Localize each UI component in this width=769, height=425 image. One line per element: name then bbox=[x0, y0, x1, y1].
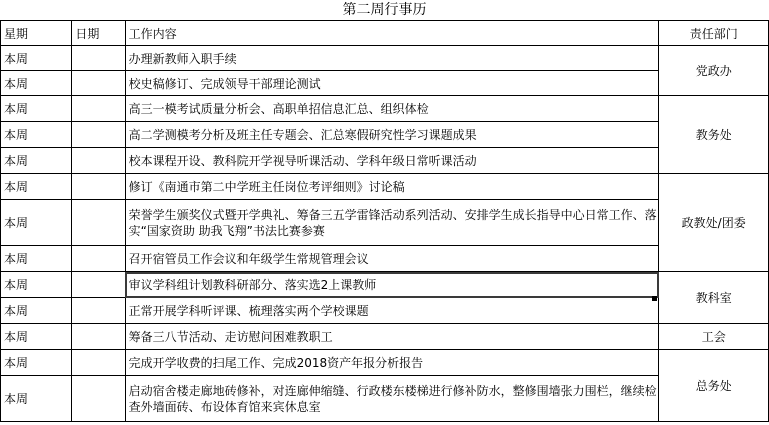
cell-content[interactable]: 荣誉学生颁奖仪式暨开学典礼、筹备三五学雷锋活动系列活动、安排学生成长指导中心日常工作、落实“国家资助 助我飞翔”书法比赛参赛 bbox=[125, 200, 659, 246]
cell-date[interactable] bbox=[72, 272, 125, 298]
selection-fill-handle[interactable] bbox=[652, 296, 657, 301]
cell-dept-party-office[interactable]: 党政办 bbox=[659, 46, 769, 96]
cell-weekday[interactable]: 本周 bbox=[1, 324, 72, 350]
page-title: 第二周行事历 bbox=[0, 0, 769, 21]
table-row bbox=[1, 71, 769, 96]
cell-weekday[interactable]: 本周 bbox=[1, 272, 72, 298]
cell-weekday[interactable]: 本周 bbox=[1, 376, 72, 422]
table-row bbox=[1, 96, 769, 122]
table-row bbox=[1, 46, 769, 71]
cell-date[interactable] bbox=[72, 246, 125, 272]
cell-date[interactable] bbox=[72, 324, 125, 350]
cell-date[interactable] bbox=[72, 46, 125, 71]
cell-content[interactable]: 完成开学收费的扫尾工作、完成2018资产年报分析报告 bbox=[125, 350, 659, 376]
cell-weekday[interactable]: 本周 bbox=[1, 246, 72, 272]
table-row bbox=[1, 376, 769, 422]
cell-dept-academic-affairs[interactable]: 教务处 bbox=[659, 96, 769, 174]
cell-date[interactable] bbox=[72, 174, 125, 200]
cell-content[interactable]: 修订《南通市第二中学班主任岗位考评细则》讨论稿 bbox=[125, 174, 659, 200]
cell-weekday[interactable]: 本周 bbox=[1, 350, 72, 376]
header-date[interactable]: 日期 bbox=[72, 21, 125, 46]
cell-content[interactable]: 高二学测模考分析及班主任专题会、汇总寒假研究性学习课题成果 bbox=[125, 122, 659, 148]
cell-content[interactable]: 高三一模考试质量分析会、高职单招信息汇总、组织体检 bbox=[125, 96, 659, 122]
cell-dept-general-affairs[interactable]: 总务处 bbox=[659, 350, 769, 422]
header-dept[interactable]: 责任部门 bbox=[659, 21, 769, 46]
table-row bbox=[1, 148, 769, 174]
cell-content[interactable]: 办理新教师入职手续 bbox=[125, 46, 659, 71]
cell-date[interactable] bbox=[72, 350, 125, 376]
cell-date[interactable] bbox=[72, 298, 125, 324]
table-row bbox=[1, 324, 769, 350]
cell-date[interactable] bbox=[72, 71, 125, 96]
cell-content[interactable]: 启动宿舍楼走廊地砖修补，对连廊伸缩缝、行政楼东楼梯进行修补防水，整修围墙张力围栏，继续检查外墙面砖、布设体育馆来宾休息室 bbox=[125, 376, 659, 422]
cell-dept-union[interactable]: 工会 bbox=[659, 324, 769, 350]
cell-weekday[interactable]: 本周 bbox=[1, 46, 72, 71]
cell-weekday[interactable]: 本周 bbox=[1, 71, 72, 96]
cell-weekday[interactable]: 本周 bbox=[1, 122, 72, 148]
table-row bbox=[1, 122, 769, 148]
table-row bbox=[1, 350, 769, 376]
table-row bbox=[1, 272, 769, 298]
cell-content[interactable]: 校史稿修订、完成领导干部理论测试 bbox=[125, 71, 659, 96]
cell-weekday[interactable]: 本周 bbox=[1, 174, 72, 200]
schedule-table bbox=[0, 20, 769, 422]
cell-content[interactable]: 召开宿管员工作会议和年级学生常规管理会议 bbox=[125, 246, 659, 272]
header-content[interactable]: 工作内容 bbox=[125, 21, 659, 46]
cell-weekday[interactable]: 本周 bbox=[1, 298, 72, 324]
table-row bbox=[1, 200, 769, 246]
cell-content[interactable]: 筹备三八节活动、走访慰问困难教职工 bbox=[125, 324, 659, 350]
cell-date[interactable] bbox=[72, 96, 125, 122]
cell-content[interactable]: 正常开展学科听评课、梳理落实两个学校课题 bbox=[125, 298, 659, 324]
cell-weekday[interactable]: 本周 bbox=[1, 96, 72, 122]
cell-date[interactable] bbox=[72, 376, 125, 422]
table-row bbox=[1, 174, 769, 200]
cell-weekday[interactable]: 本周 bbox=[1, 200, 72, 246]
header-weekday[interactable]: 星期 bbox=[1, 21, 72, 46]
cell-weekday[interactable]: 本周 bbox=[1, 148, 72, 174]
header-row bbox=[1, 21, 769, 46]
cell-date[interactable] bbox=[72, 200, 125, 246]
cell-dept-research-office[interactable]: 教科室 bbox=[659, 272, 769, 324]
table-row bbox=[1, 298, 769, 324]
cell-dept-student-affairs[interactable]: 政教处/团委 bbox=[659, 174, 769, 272]
cell-date[interactable] bbox=[72, 122, 125, 148]
cell-date[interactable] bbox=[72, 148, 125, 174]
cell-content[interactable]: 校本课程开设、教科院开学视导听课活动、学科年级日常听课活动 bbox=[125, 148, 659, 174]
table-row bbox=[1, 246, 769, 272]
cell-content-selected[interactable]: 审议学科组计划教科研部分、落实选2上课教师 bbox=[125, 272, 659, 298]
